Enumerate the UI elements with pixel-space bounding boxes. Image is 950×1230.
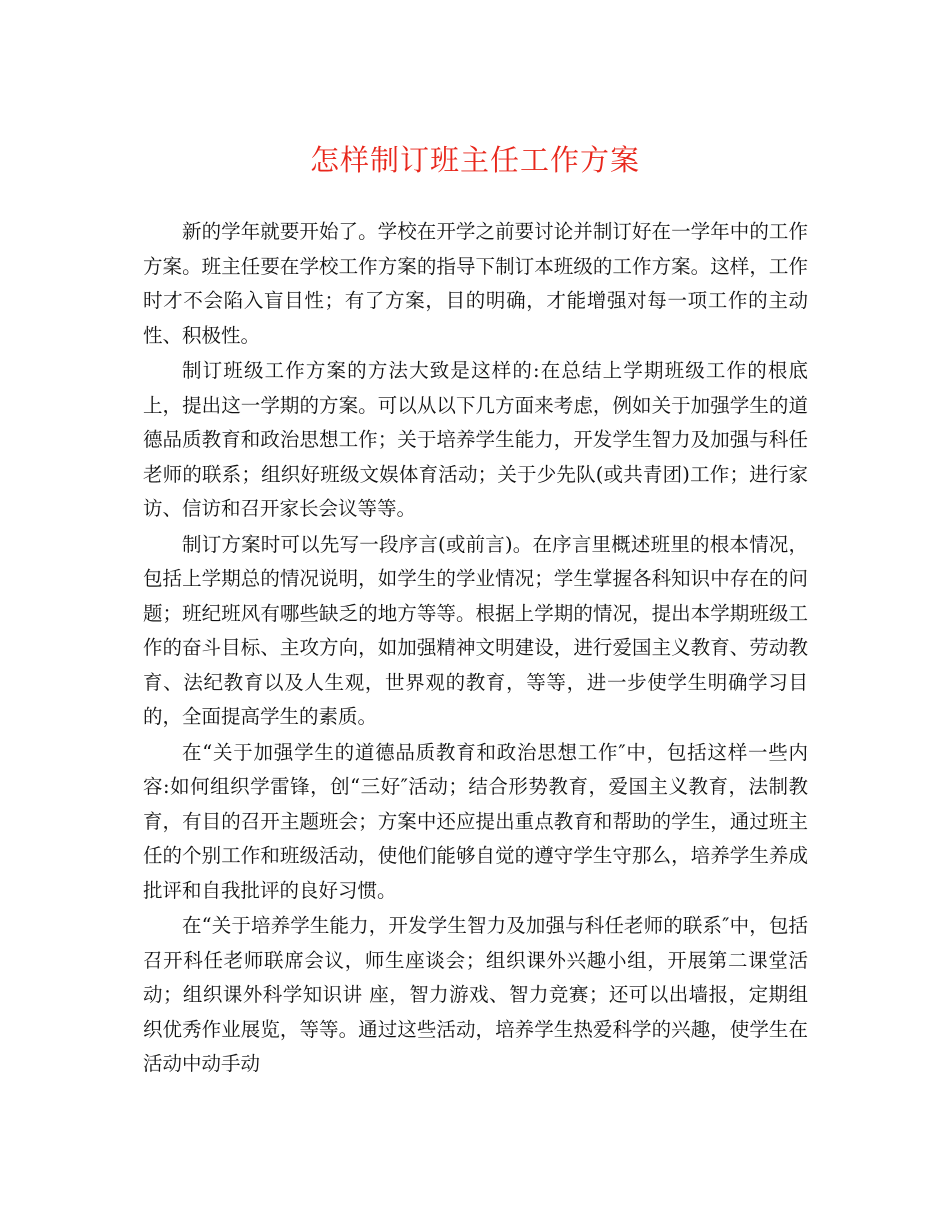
- paragraph-method: 制订班级工作方案的方法大致是这样的:在总结上学期班级工作的根底上，提出这一学期的方案。可以从以下几方面来考虑，例如关于加强学生的道德品质教育和政治思想工作；关于培养学生能力，开发学生智力及加强与科任老师的联系；组织好班级文娱体育活动；关于少先队(或共青团)工作；进行家访、信访和召开家长会议等等。: [143, 359, 808, 520]
- paragraph-intro: 新的学年就要开始了。学校在开学之前要讨论并制订好在一学年中的工作方案。班主任要在学校工作方案的指导下制订本班级的工作方案。这样，工作时才不会陷入盲目性；有了方案，目的明确，才能增强对每一项工作的主动性、积极性。: [143, 220, 808, 347]
- document-body: [143, 215, 808, 1083]
- document-title: 怎样制订班主任工作方案: [309, 143, 640, 177]
- paragraph-ability-training: 在“关于培养学生能力，开发学生智力及加强与科任老师的联系″中，包括召开科任老师联席会议，师生座谈会；组织课外兴趣小组，开展第二课堂活动；组织课外科学知识讲 座，智力游戏、智力竞赛；还可以出墙报，定期组织优秀作业展览，等等。通过这些活动，培养学生热爱科学的兴趣，使学生在活动中动手动: [143, 914, 808, 1075]
- paragraph-preface: 制订方案时可以先写一段序言(或前言)。在序言里概述班里的根本情况，包括上学期总的情况说明，如学生的学业情况；学生掌握各科知识中存在的问题；班纪班风有哪些缺乏的地方等等。根据上学期的情况，提出本学期班级工作的奋斗目标、主攻方向，如加强精神文明建设，进行爱国主义教育、劳动教育、法纪教育以及人生观，世界观的教育，等等，进一步使学生明确学习目的，全面提高学生的素质。: [143, 532, 808, 728]
- paragraph-moral-education: 在“关于加强学生的道德品质教育和政治思想工作″中，包括这样一些内容:如何组织学雷锋，创“三好″活动；结合形势教育，爱国主义教育，法制教育，有目的召开主题班会；方案中还应提出重点教育和帮助的学生，通过班主任的个别工作和班级活动，使他们能够自觉的遵守学生守那么，培养学生养成批评和自我批评的良好习惯。: [143, 740, 808, 902]
